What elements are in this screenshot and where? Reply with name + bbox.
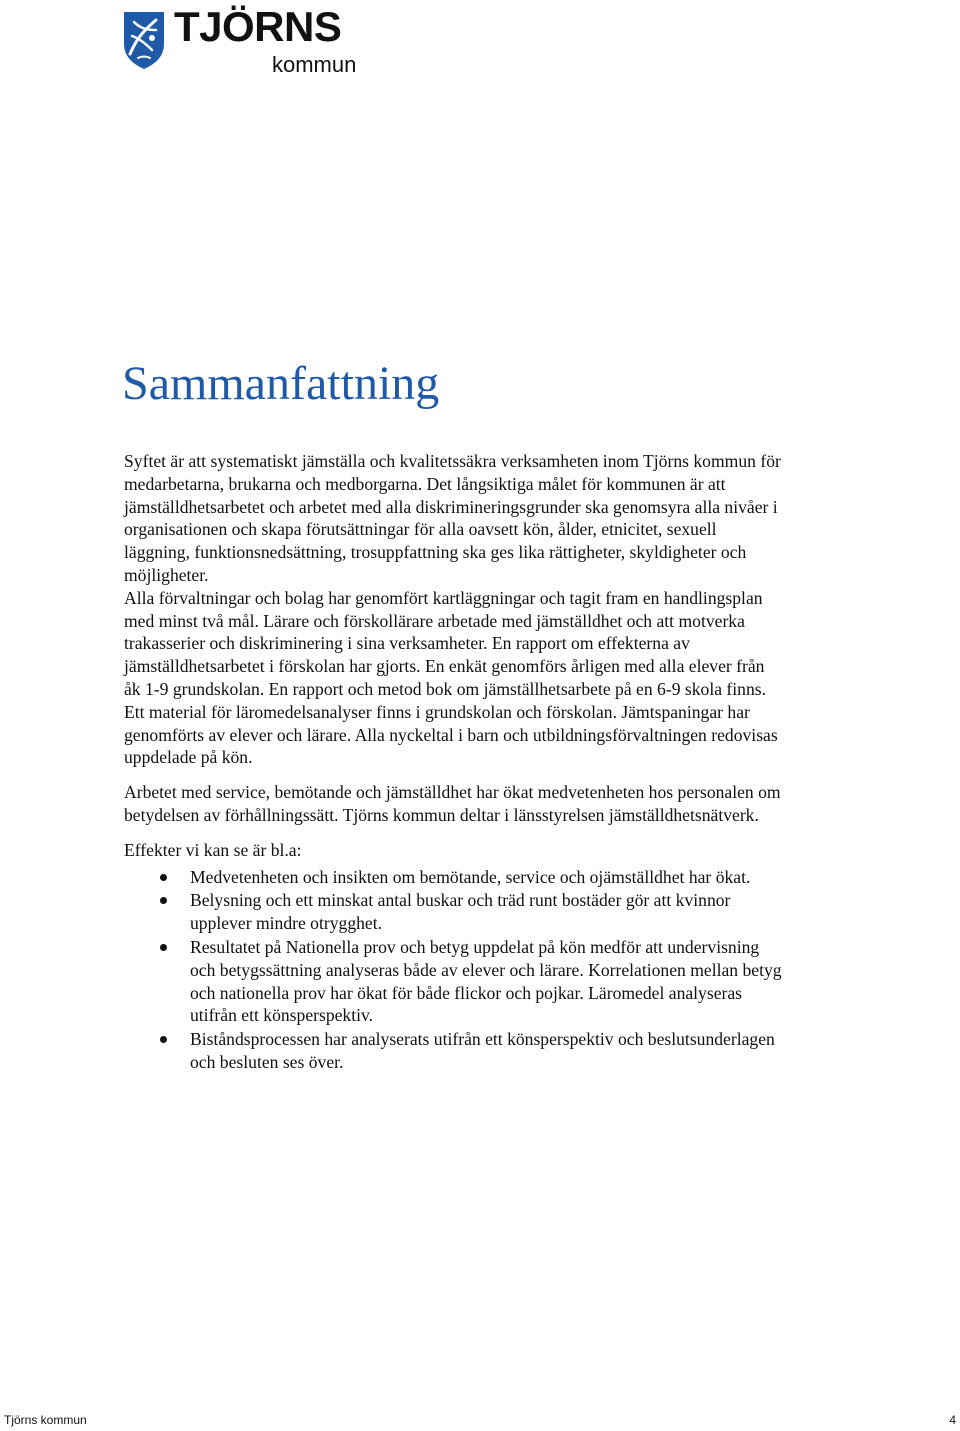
document-body bbox=[124, 450, 784, 1075]
bullet-icon bbox=[160, 897, 167, 904]
paragraph-purpose: Syftet är att systematiskt jämställa och kvalitetssäkra verksamheten inom Tjörns kommun för medarbetarna, brukarna och medborgarna. Det långsiktiga målet för kommunen är att jämställdhetsarbetet och arbetet med alla diskrimineringsgrunder ska genomsyra alla nivåer i organisationen och skapa förutsättningar för alla oavsett kön, ålder, etnicitet, sexuell läggning, funktionsnedsättning, trosuppfattning ska ges lika rättigheter, skyldigheter och möjligheter. bbox=[124, 451, 781, 585]
page-number: 4 bbox=[949, 1413, 956, 1427]
logo-subtitle: kommun bbox=[272, 52, 357, 77]
effects-list bbox=[124, 866, 784, 1074]
effects-intro: Effekter vi kan se är bl.a: bbox=[124, 839, 302, 860]
list-item bbox=[124, 866, 784, 889]
page-title: Sammanfattning bbox=[122, 357, 440, 410]
footer-organization: Tjörns kommun bbox=[4, 1413, 87, 1427]
bullet-icon bbox=[160, 1036, 167, 1043]
paragraph-service: Arbetet med service, bemötande och jämställdhet har ökat medvetenheten hos personalen om betydelsen av förhållningssätt. Tjörns kommun deltar i länsstyrelsen jämställdhetsnätverk. bbox=[124, 782, 781, 825]
paragraph-actions: Alla förvaltningar och bolag har genomfört kartläggningar och tagit fram en handlingsplan med minst två mål. Lärare och förskollärare arbetade med jämställdhet och att motverka trakasserier och diskriminering i sina verksamheter. En rapport om effekterna av jämställdhetsarbetet i förskolan har gjorts. En enkät genomförs årligen med alla elever från åk 1-9 grundskolan. En rapport och metod bok om jämställhetsarbete på en 6-9 skola finns. Ett material för läromedelsanalyser finns i grundskolan och förskolan. Jämtspaningar har genomförts av elever och lärare. Alla nyckeltal i barn och utbildningsförvaltningen redovisas uppdelade på kön. bbox=[124, 587, 778, 768]
list-item bbox=[124, 936, 784, 1027]
shield-crest-icon bbox=[122, 10, 166, 70]
list-item-text: Resultatet på Nationella prov och betyg uppdelat på kön medför att undervisning och betygssättning analyseras både av elever och lärare. Korrelationen mellan betyg och nationella prov har ökat för både flickor och pojkar. Läromedel analyseras utifrån ett könsperspektiv. bbox=[190, 936, 782, 1026]
list-item-text: Medvetenheten och insikten om bemötande, service och ojämställdhet har ökat. bbox=[190, 866, 751, 887]
list-item-text: Belysning och ett minskat antal buskar och träd runt bostäder gör att kvinnor upplever mindre otrygghet. bbox=[190, 890, 731, 934]
list-item bbox=[124, 889, 784, 935]
tjorns-kommun-logo bbox=[122, 3, 382, 80]
bullet-icon bbox=[160, 874, 167, 881]
list-item bbox=[124, 1028, 784, 1074]
bullet-icon bbox=[160, 944, 167, 951]
list-item-text: Biståndsprocessen har analyserats utifrån ett könsperspektiv och beslutsunderlagen och besluten ses över. bbox=[190, 1029, 775, 1072]
logo-name: TJÖRNS bbox=[174, 3, 342, 50]
